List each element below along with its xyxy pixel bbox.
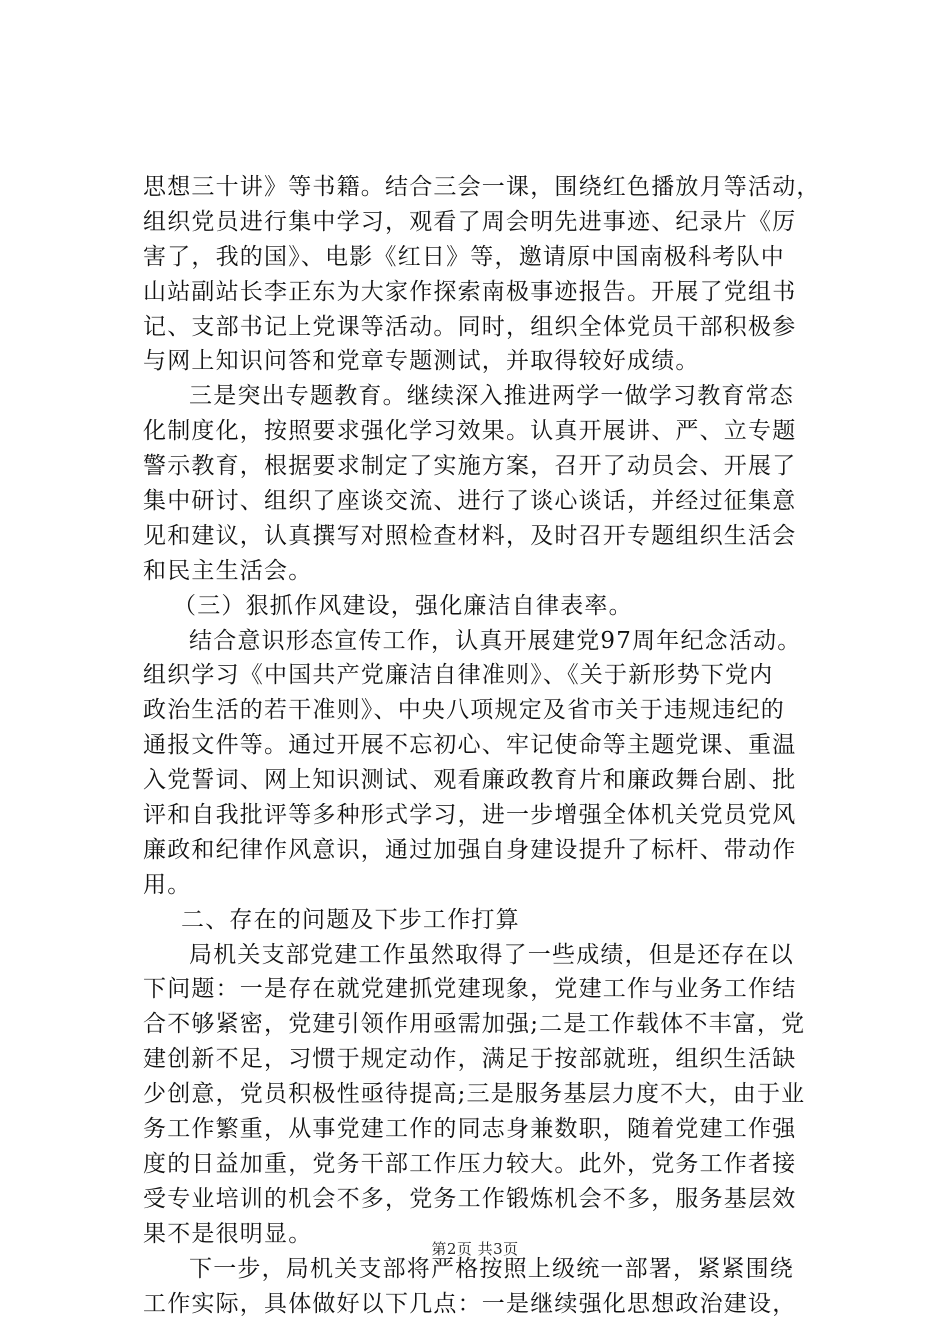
text-line: 受专业培训的机会不多，党务工作锻炼机会不多，服务基层效: [143, 1185, 797, 1212]
text-line: 见和建议，认真撰写对照检查材料，及时召开专题组织生活会: [143, 522, 797, 549]
text-line: 度的日益加重，党务干部工作压力较大。此外，党务工作者接: [143, 1150, 797, 1177]
document-body: [143, 170, 821, 1321]
text-line: 合不够紧密，党建引领作用亟需加强;二是工作载体不丰富，党: [143, 1011, 806, 1038]
text-line: 入党誓词、网上知识测试、观看廉政教育片和廉政舞台剧、批: [143, 767, 797, 794]
text-line: 集中研讨、组织了座谈交流、进行了谈心谈话，并经过征集意: [143, 488, 797, 515]
text-line: 警示教育，根据要求制定了实施方案，召开了动员会、开展了: [143, 453, 797, 480]
text-line: 与网上知识问答和党章专题测试，并取得较好成绩。: [143, 348, 700, 375]
section-heading: 二、存在的问题及下步工作打算: [181, 906, 520, 933]
paragraph-start-line: 三是突出专题教育。继续深入推进两学一做学习教育常态: [189, 383, 794, 410]
text-line: 和民主生活会。: [143, 557, 313, 584]
text-line: 少创意，党员积极性亟待提高;三是服务基层力度不大，由于业: [143, 1081, 806, 1108]
paragraph-start-line: 下一步，局机关支部将严格按照上级统一部署，紧紧围绕: [189, 1255, 794, 1282]
text-line: 务工作繁重，从事党建工作的同志身兼数职，随着党建工作强: [143, 1116, 797, 1143]
text-line: 下问题：一是存在就党建抓党建现象，党建工作与业务工作结: [143, 976, 797, 1003]
text-line: 用。: [143, 871, 192, 898]
text-line: 山站副站长李正东为大家作探索南极事迹报告。开展了党组书: [143, 278, 797, 305]
text-line: 害了，我的国》、电影《红日》等，邀请原中国南极科考队中: [143, 243, 785, 270]
text-line: 化制度化，按照要求强化学习效果。认真开展讲、严、立专题: [143, 418, 797, 445]
text-line: 建创新不足，习惯于规定动作，满足于按部就班，组织生活缺: [143, 1046, 797, 1073]
text-line: 廉政和纪律作风意识，通过加强自身建设提升了标杆、带动作: [143, 836, 797, 863]
text-line: 组织党员进行集中学习，观看了周会明先进事迹、纪录片《厉: [143, 208, 797, 235]
page-footer: 第2页 共3页: [431, 1240, 519, 1258]
section-heading: （三）狠抓作风建设，强化廉洁自律表率。: [173, 592, 633, 619]
paragraph-start-line: 结合意识形态宣传工作，认真开展建党97周年纪念活动。: [189, 627, 802, 654]
text-line: 通报文件等。通过开展不忘初心、牢记使命等主题党课、重温: [143, 732, 797, 759]
text-line: 果不是很明显。: [143, 1220, 313, 1247]
text-line: 工作实际，具体做好以下几点：一是继续强化思想政治建设，: [143, 1290, 797, 1317]
text-line: 政治生活的若干准则》、中央八项规定及省市关于违规违纪的: [143, 697, 785, 724]
paragraph-start-line: 局机关支部党建工作虽然取得了一些成绩，但是还存在以: [189, 941, 794, 968]
text-line: 评和自我批评等多种形式学习，进一步增强全体机关党员党风: [143, 802, 797, 829]
text-line: 记、支部书记上党课等活动。同时，组织全体党员干部积极参: [143, 313, 797, 340]
text-line: 思想三十讲》等书籍。结合三会一课，围绕红色播放月等活动，: [143, 174, 821, 200]
text-line: 组织学习《中国共产党廉洁自律准则》、《关于新形势下党内: [143, 662, 774, 689]
